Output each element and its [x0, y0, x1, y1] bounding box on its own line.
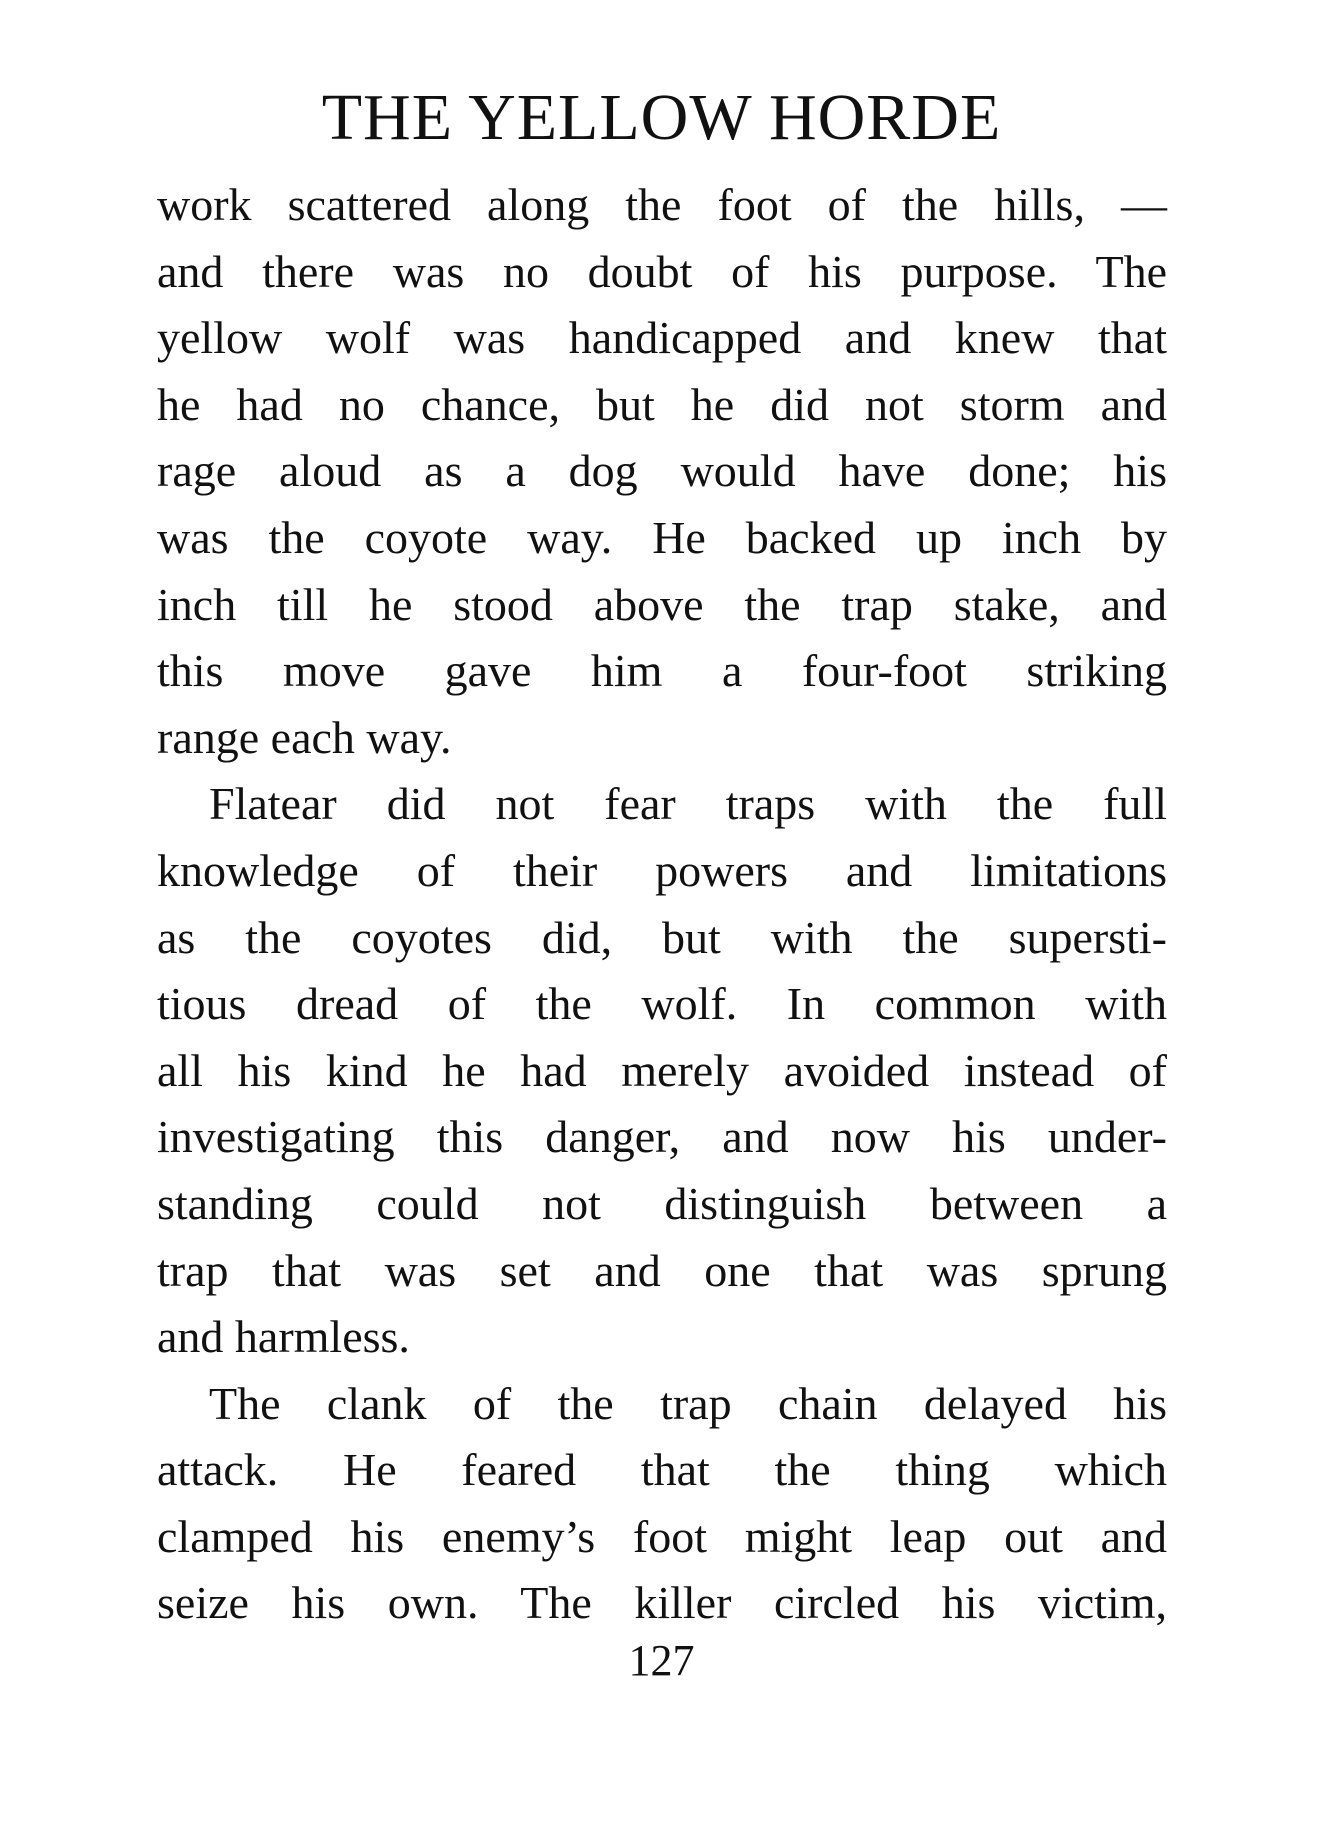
text-line: Flatear did not fear traps with the full	[209, 778, 1167, 830]
text-line: and harmless.	[157, 1311, 410, 1363]
text-line: inch till he stood above the trap stake, and	[157, 578, 1167, 630]
text-line: attack. He feared that the thing which	[157, 1444, 1167, 1496]
text-line: as the coyotes did, but with the supersti-	[157, 911, 1167, 963]
text-line: standing could not distinguish between a	[157, 1177, 1167, 1229]
text-line: work scattered along the foot of the hills, —	[157, 179, 1167, 230]
text-line: was the coyote way. He backed up inch by	[157, 511, 1167, 563]
page-number: 127	[628, 1636, 695, 1685]
text-line: this move gave him a four-foot striking	[157, 645, 1167, 697]
text-line: range each way.	[157, 711, 452, 763]
text-line: knowledge of their powers and limitations	[157, 844, 1167, 896]
text-line: trap that was set and one that was sprung	[157, 1244, 1167, 1296]
running-head: THE YELLOW HORDE	[321, 81, 1002, 154]
text-line: clamped his enemy’s foot might leap out and	[157, 1510, 1167, 1562]
text-line: investigating this danger, and now his under-	[157, 1111, 1167, 1163]
text-line: all his kind he had merely avoided instead of	[157, 1044, 1167, 1096]
text-line: tious dread of the wolf. In common with	[157, 978, 1167, 1030]
text-line: seize his own. The killer circled his victim,	[157, 1577, 1167, 1629]
text-line: and there was no doubt of his purpose. The	[157, 245, 1167, 297]
text-line: yellow wolf was handicapped and knew that	[157, 312, 1167, 364]
body-text	[157, 172, 1167, 1637]
text-line: rage aloud as a dog would have done; his	[157, 445, 1167, 497]
text-line: The clank of the trap chain delayed his	[209, 1377, 1167, 1429]
text-line: he had no chance, but he did not storm and	[157, 378, 1167, 430]
